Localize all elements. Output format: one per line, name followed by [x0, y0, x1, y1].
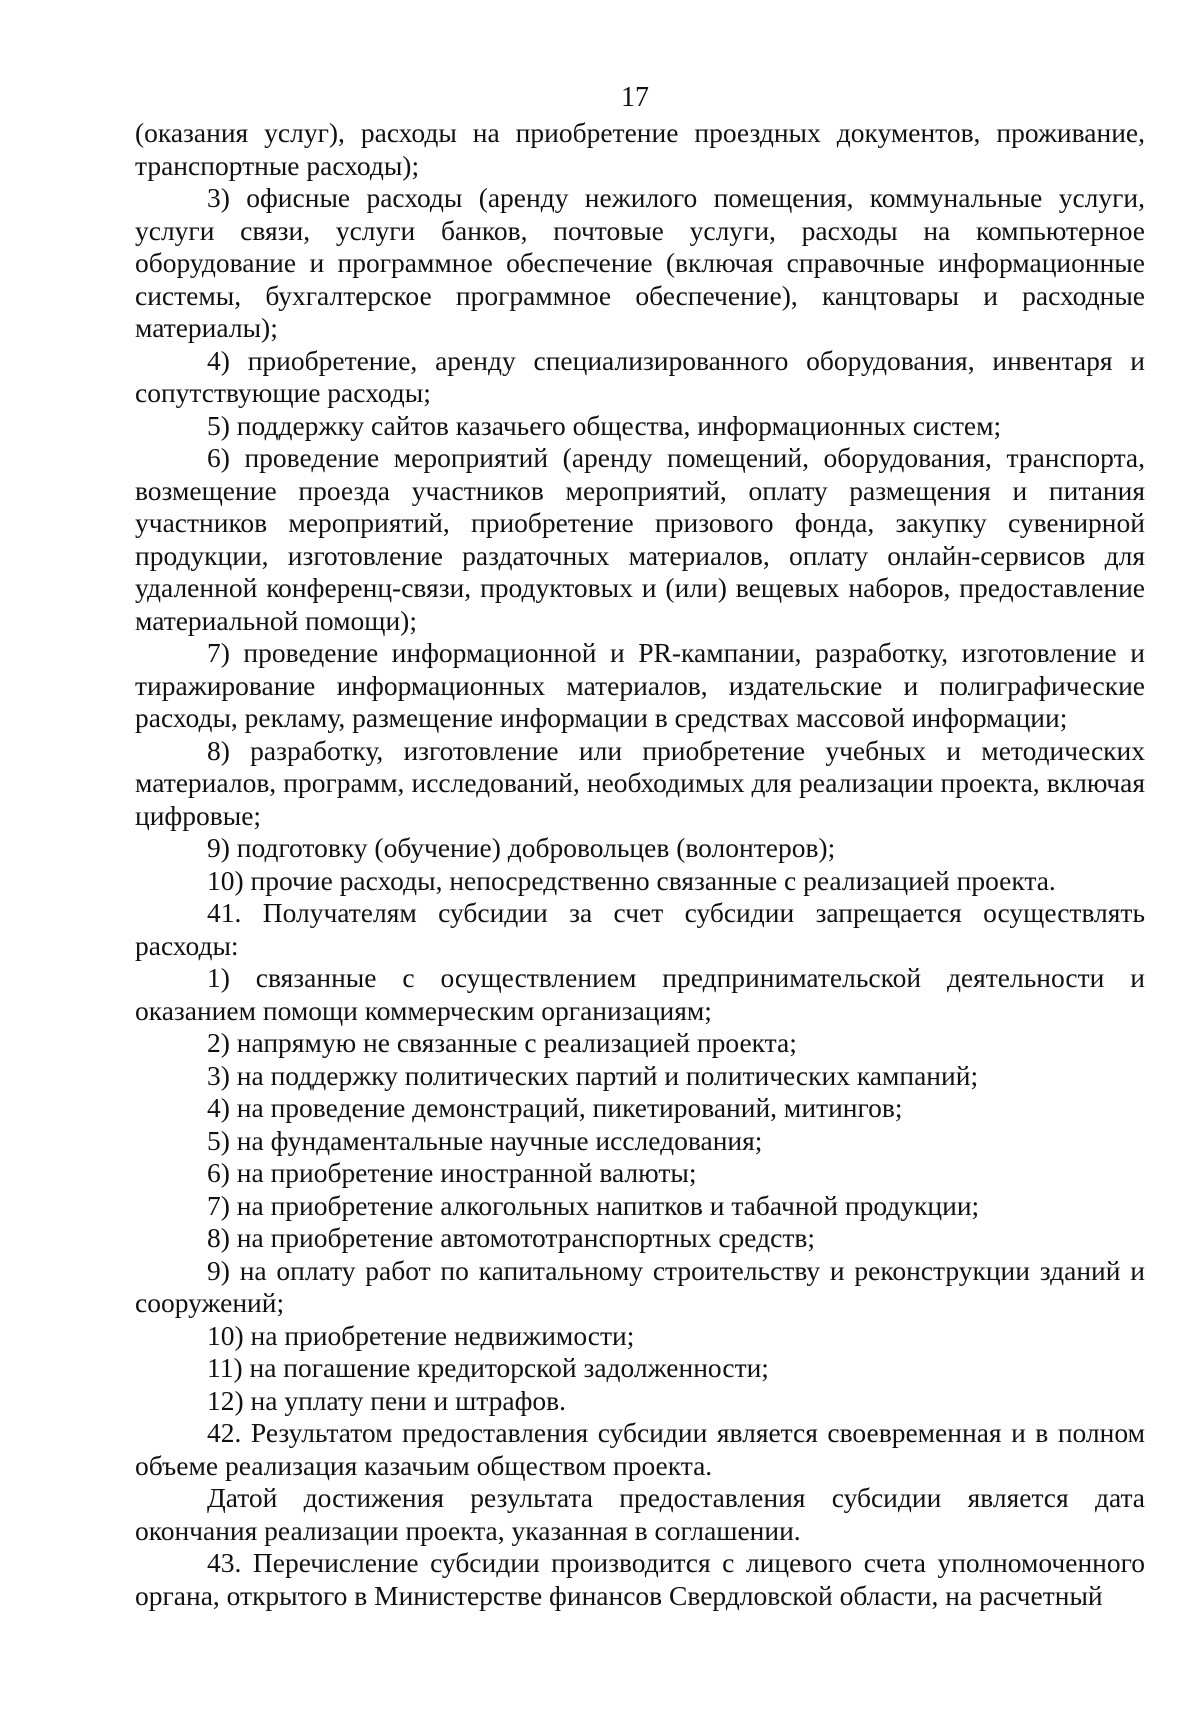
paragraph-continuation: (оказания услуг), расходы на приобретение проездных документов, проживание, транспортные расходы); — [135, 117, 1145, 181]
prohibited-item-2: 2) напрямую не связанные с реализацией проекта; — [207, 1027, 797, 1058]
prohibited-item-10: 10) на приобретение недвижимости; — [207, 1319, 635, 1351]
list-item-equipment: 4) приобретение, аренду специализированного оборудования, инвентаря и сопутствующие расходы; — [135, 344, 1145, 408]
result-date-paragraph: Датой достижения результата предоставления субсидии является дата окончания реализации проекта, указанная в соглашении. — [135, 1482, 1145, 1546]
prohibited-item-9: 9) на оплату работ по капитальному строительству и реконструкции зданий и сооружений; — [135, 1254, 1145, 1318]
page-number: 17 — [621, 82, 649, 113]
list-item-materials: 8) разработку, изготовление или приобретение учебных и методических материалов, программ, исследований, необходимых для реализации проекта, включая цифровые; — [135, 734, 1145, 831]
clause-41: 41. Получателям субсидии за счет субсидии запрещается осуществлять расходы: — [135, 897, 1145, 961]
prohibited-item-6: 6) на приобретение иностранной валюты; — [207, 1157, 697, 1188]
prohibited-item-4: 4) на проведение демонстраций, пикетирований, митингов; — [207, 1092, 903, 1123]
clause-42: 42. Результатом предоставления субсидии является своевременная и в полном объеме реализация казачьим обществом проекта. — [135, 1417, 1145, 1481]
list-item-volunteers: 9) подготовку (обучение) добровольцев (волонтеров); — [207, 832, 836, 863]
prohibited-item-12: 12) на уплату пени и штрафов. — [207, 1384, 567, 1416]
document-body — [135, 117, 1145, 1612]
prohibited-item-1: 1) связанные с осуществлением предпринимательской деятельности и оказанием помощи коммерческим организациям; — [135, 962, 1145, 1026]
prohibited-item-7: 7) на приобретение алкогольных напитков и табачной продукции; — [207, 1189, 980, 1221]
prohibited-item-11: 11) на погашение кредиторской задолженности; — [207, 1352, 769, 1383]
clause-43: 43. Перечисление субсидии производится с лицевого счета уполномоченного органа, открытого в Министерстве финансов Свердловской области, на расчетный — [135, 1547, 1145, 1611]
list-item-office-expenses: 3) офисные расходы (аренду нежилого помещения, коммунальные услуги, услуги связи, услуги банков, почтовые услуги, расходы на компьютерное оборудование и программное обеспечение (включая справочные информационные системы, бухгалтерское программное обеспечение), канцтовары и расходные материалы); — [135, 182, 1145, 343]
prohibited-item-3: 3) на поддержку политических партий и политических кампаний; — [207, 1059, 979, 1091]
prohibited-item-5: 5) на фундаментальные научные исследования; — [207, 1124, 763, 1156]
list-item-pr-campaign: 7) проведение информационной и PR-кампании, разработку, изготовление и тиражирование информационных материалов, издательские и полиграфические расходы, рекламу, размещение информации в средствах массовой информации; — [135, 637, 1145, 733]
prohibited-item-8: 8) на приобретение автомототранспортных средств; — [207, 1222, 815, 1253]
list-item-other-expenses: 10) прочие расходы, непосредственно связанные с реализацией проекта. — [207, 864, 1056, 896]
list-item-events: 6) проведение мероприятий (аренду помещений, оборудования, транспорта, возмещение проезда участников мероприятий, оплату размещения и питания участников мероприятий, приобретение призового фонда, закупку сувенирной продукции, изготовление раздаточных материалов, оплату онлайн-сервисов для удаленной конференц-связи, продуктовых и (или) вещевых наборов, предоставление материальной помощи); — [135, 442, 1145, 636]
list-item-websites: 5) поддержку сайтов казачьего общества, информационных систем; — [207, 409, 1002, 441]
